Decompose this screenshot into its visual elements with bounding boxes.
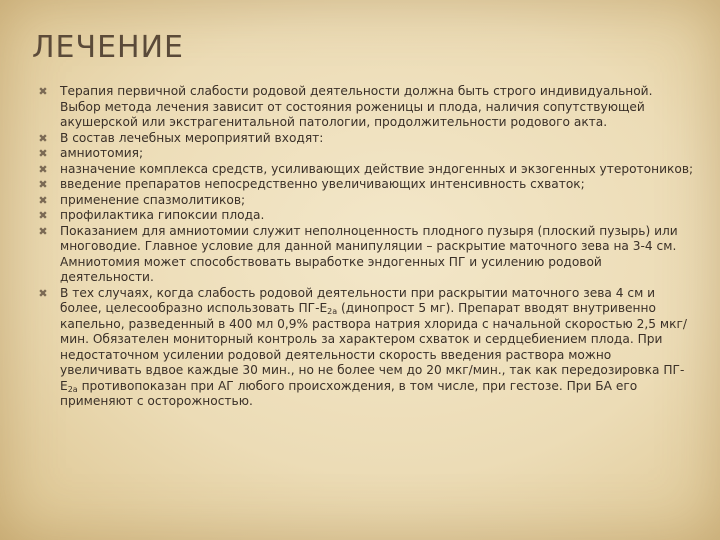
x-mark-icon: ✖ [38,286,48,300]
x-mark-icon: ✖ [38,131,48,145]
list-item-text: амниотомия; [60,146,144,160]
text-segment: противопоказан при АГ любого происхождения, в том числе, при гестозе. При БА его применяют с осторожностью. [60,378,638,408]
x-mark-icon: ✖ [38,162,48,176]
text-segment: (динопрост 5 мг). Препарат вводят внутривенно капельно, разведенный в 400 мл 0,9% раствора натрия хлорида с начальной скоростью 2,5 мкг/мин. Обязателен мониторный контроль за характером схваток и сердцебиением плода. При недостаточном усилении родовой деятельности скорость введения раствора можно увеличивать вдвое каждые 30 мин., но не более чем до 20 мкг/мин., так как передозировка ПГ-Е [60,301,688,393]
x-mark-icon: ✖ [38,193,48,207]
list-item-text: назначение комплекса средств, усиливающих действие эндогенных и экзогенных утеротоников; [60,161,694,176]
list-item-text [60,286,687,409]
x-mark-icon: ✖ [38,178,48,191]
list-item-text: профилактика гипоксии плода. [60,208,265,222]
list-item [36,286,696,410]
x-mark-icon: ✖ [38,224,48,238]
list-item [36,162,696,178]
list-item-text: введение препаратов непосредственно увеличивающих интенсивность схваток; [60,177,585,191]
list-item [36,177,696,193]
x-mark-icon: ✖ [38,147,48,160]
slide-title: ЛЕЧЕНИЕ [32,30,184,65]
list-item-text: Терапия первичной слабости родовой деятельности должна быть строго индивидуальной. Выбор метода лечения зависит от состояния роженицы и плода, наличия сопутствующей акушерской или экстрагенитальной патологии, продолжительности родового акта. [60,84,653,129]
x-mark-icon: ✖ [38,209,48,222]
list-item [36,224,696,286]
list-item [36,84,696,131]
x-mark-icon: ✖ [38,85,48,98]
list-item [36,131,696,147]
list-item-text: В состав лечебных мероприятий входят: [60,130,324,145]
list-item [36,208,696,224]
subscript: 2a [327,307,338,316]
list-item [36,193,696,209]
subscript: 2a [67,384,78,394]
text-segment: В тех случаях, когда слабость родовой деятельности при раскрытии маточного зева 4 см и более, целесообразно использовать ПГ-Е [60,285,656,315]
list-item [36,146,696,162]
list-item-text: применение спазмолитиков; [60,192,246,207]
bullet-list [36,84,696,410]
list-item-text: Показанием для амниотомии служит неполноценность плодного пузыря (плоский пузырь) или многоводие. Главное условие для данной манипуляции – раскрытие маточного зева на 3-4 см. Амниотомия может способствовать выработке эндогенных ПГ и усилению родовой деятельности. [60,223,678,284]
